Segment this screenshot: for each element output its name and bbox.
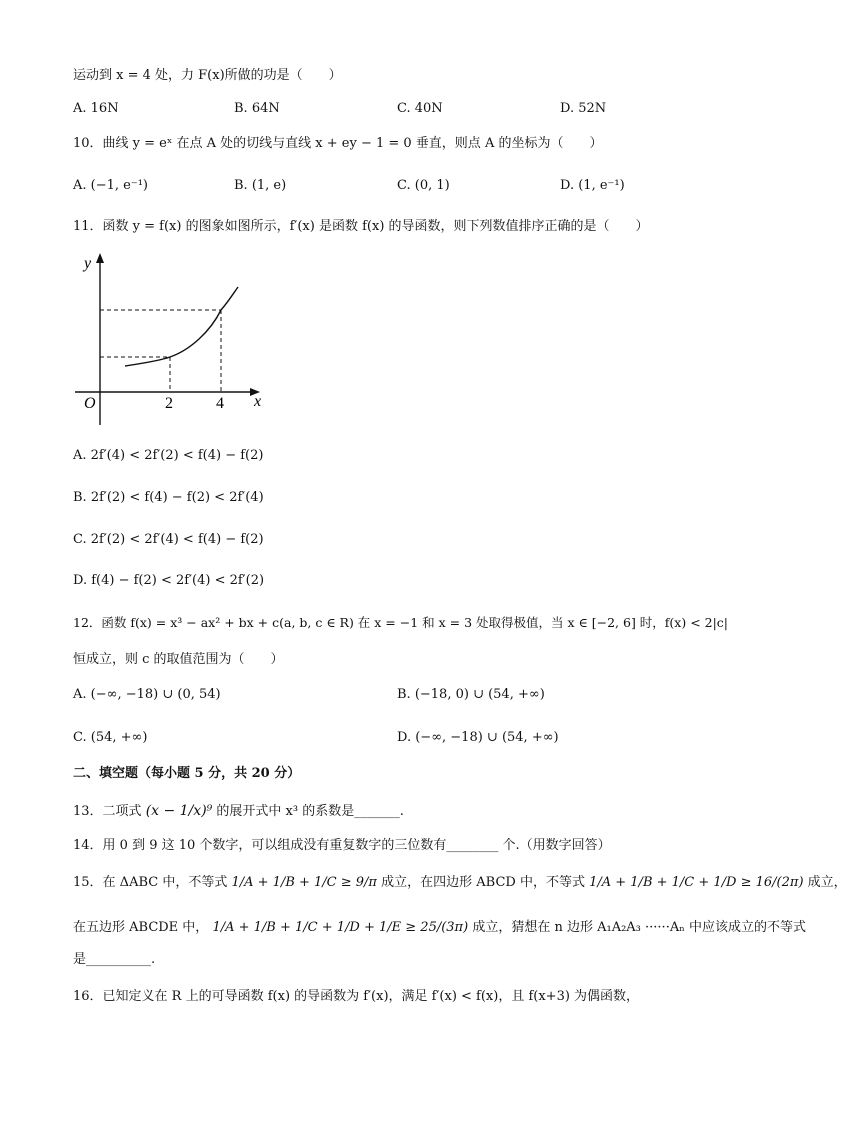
- q11-option-c: C. 2f′(2) < 2f′(4) < f(4) − f(2): [73, 532, 264, 547]
- q9-stem: 运动到 x = 4 处，力 F(x)所做的功是（ ）: [73, 68, 342, 83]
- section-title: 二、填空题（每小题 5 分，共 20 分）: [73, 766, 301, 781]
- q9-option-a: A. 16N: [73, 101, 119, 116]
- q11-stem: 11．函数 y = f(x) 的图象如图所示，f′(x) 是函数 f(x) 的导函数，则下列数值排序正确的是（ ）: [73, 219, 649, 234]
- q10-option-c: C. (0, 1): [397, 178, 450, 193]
- q15-line-3: 是__________.: [73, 952, 156, 967]
- q11-function-graph: [70, 250, 270, 430]
- q12-stem: 12．函数 f(x) = x³ − ax² + bx + c(a, b, c ∈ R) 在 x = −1 和 x = 3 处取得极值，当 x ∈ [−2, 6] 时，f(x) < 2|c|: [73, 615, 729, 630]
- q15-text-1b: 成立，在四边形 ABCD 中，不等式: [381, 875, 585, 890]
- q13-suffix: 的展开式中 x³ 的系数是_______.: [216, 804, 404, 819]
- q9-option-d: D. 52N: [560, 101, 607, 116]
- q13-binomial: (x − 1/x)⁹: [145, 803, 213, 819]
- q12-option-a: A. (−∞, −18) ∪ (0, 54): [73, 687, 221, 702]
- q11-option-d: D. f(4) − f(2) < 2f′(4) < 2f′(2): [73, 573, 265, 588]
- q12-stem-continued: 恒成立，则 c 的取值范围为（ ）: [73, 652, 284, 667]
- origin-label: O: [84, 395, 96, 412]
- q10-option-a: A. (−1, e⁻¹): [73, 178, 148, 193]
- q15-inequality-triangle: 1/A + 1/B + 1/C ≥ 9/π: [231, 875, 377, 890]
- q11-option-b: B. 2f′(2) < f(4) − f(2) < 2f′(4): [73, 490, 264, 505]
- q12-option-c: C. (54, +∞): [73, 730, 148, 745]
- q9-option-b: B. 64N: [234, 101, 280, 116]
- q12-option-d: D. (−∞, −18) ∪ (54, +∞): [397, 730, 559, 745]
- tick-label-4: 4: [216, 395, 224, 412]
- q15-inequality-pentagon: 1/A + 1/B + 1/C + 1/D + 1/E ≥ 25/(3π): [212, 920, 469, 935]
- q15-line-1: [73, 870, 847, 896]
- q9-option-c: C. 40N: [397, 101, 443, 116]
- tick-label-2: 2: [165, 395, 173, 412]
- q10-option-b: B. (1, e): [234, 178, 287, 193]
- q15-text-2b: 成立，猜想在 n 边形 A₁A₂A₃ ······Aₙ 中应该成立的不等式: [472, 920, 806, 935]
- x-axis-label: x: [254, 393, 262, 410]
- q13-line: [73, 801, 404, 822]
- q15-text-1c: 成立，: [807, 875, 847, 890]
- q14-stem: 14．用 0 到 9 这 10 个数字，可以组成没有重复数字的三位数有________ 个.（用数字回答）: [73, 838, 611, 853]
- y-axis-arrow: [96, 253, 104, 263]
- q15-text-1a: 15．在 ΔABC 中，不等式: [73, 875, 228, 890]
- q13-prefix: 13．二项式: [73, 804, 142, 819]
- q11-option-a: A. 2f′(4) < 2f′(2) < f(4) − f(2): [73, 448, 264, 463]
- q15-line-2: [73, 915, 806, 941]
- q15-text-2a: 在五边形 ABCDE 中，: [73, 920, 209, 935]
- q10-stem: 10．曲线 y = eˣ 在点 A 处的切线与直线 x + ey − 1 = 0 垂直，则点 A 的坐标为（ ）: [73, 136, 603, 151]
- y-axis-label: y: [84, 255, 92, 272]
- q12-option-b: B. (−18, 0) ∪ (54, +∞): [397, 687, 545, 702]
- q10-option-d: D. (1, e⁻¹): [560, 178, 625, 193]
- q15-inequality-quadrilateral: 1/A + 1/B + 1/C + 1/D ≥ 16/(2π): [589, 875, 804, 890]
- q16-stem: 16．已知定义在 R 上的可导函数 f(x) 的导函数为 f′(x)，满足 f′(x) < f(x)，且 f(x+3) 为偶函数，: [73, 989, 640, 1004]
